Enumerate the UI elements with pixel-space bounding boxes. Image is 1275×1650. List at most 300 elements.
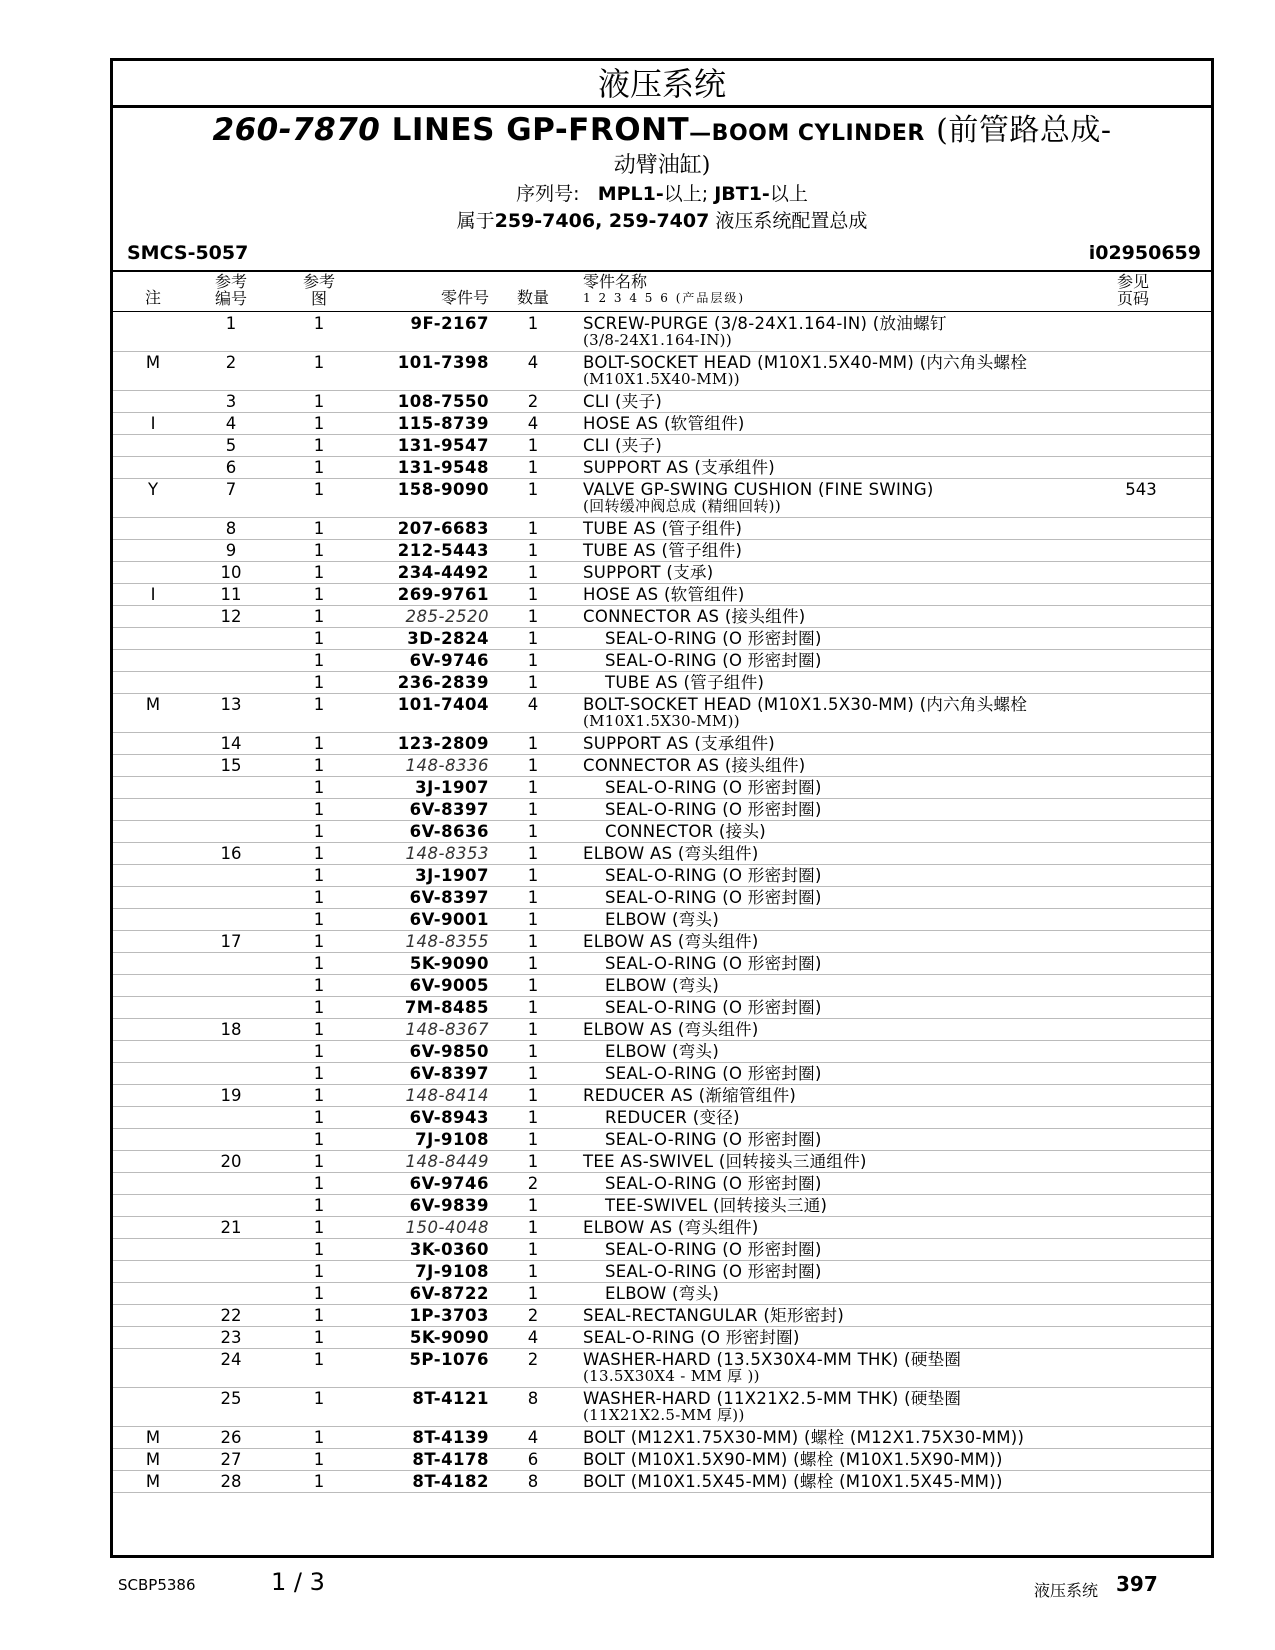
quantity-cell: 1 xyxy=(489,1217,577,1239)
quantity-cell: 4 xyxy=(489,694,577,733)
quantity-cell: 1 xyxy=(489,540,577,562)
figure-cell: 1 xyxy=(269,887,369,909)
part-name-cont: (M10X1.5X40-MM)) xyxy=(583,370,740,388)
section-title: 液压系统 xyxy=(113,61,1211,108)
header-see-page xyxy=(1073,273,1193,307)
note-cell xyxy=(113,997,193,1019)
see-page-cell xyxy=(1071,457,1211,479)
part-name-cell xyxy=(577,1471,1071,1493)
part-name: BOLT-SOCKET HEAD (M10X1.5X30-MM) (内六角头螺栓 xyxy=(583,695,1028,714)
part-name: BOLT (M10X1.5X45-MM) (螺栓 (M10X1.5X45-MM)) xyxy=(583,1472,1003,1491)
ref-number-cell: 13 xyxy=(193,694,269,733)
quantity-cell: 1 xyxy=(489,457,577,479)
figure-cell: 1 xyxy=(269,799,369,821)
part-name-cont: (回转缓冲阀总成 (精细回转)) xyxy=(583,497,781,515)
part-name-cell xyxy=(577,843,1071,865)
ref-number-cell: 22 xyxy=(193,1305,269,1327)
see-page-cell xyxy=(1071,606,1211,628)
figure-cell: 1 xyxy=(269,694,369,733)
quantity-cell: 1 xyxy=(489,435,577,457)
table-row xyxy=(113,843,1211,865)
part-of-prefix: 属于 xyxy=(456,210,495,232)
part-number-cell: 101-7398 xyxy=(369,352,489,391)
figure-cell: 1 xyxy=(269,733,369,755)
ref-number-cell: 10 xyxy=(193,562,269,584)
note-cell xyxy=(113,672,193,694)
figure-cell: 1 xyxy=(269,1305,369,1327)
part-name-cell xyxy=(577,733,1071,755)
part-name-cell xyxy=(577,1107,1071,1129)
ref-number-cell: 9 xyxy=(193,540,269,562)
table-row xyxy=(113,413,1211,435)
ref-number-cell: 1 xyxy=(193,313,269,352)
table-row xyxy=(113,865,1211,887)
quantity-cell: 4 xyxy=(489,1427,577,1449)
part-number-cell: 131-9547 xyxy=(369,435,489,457)
table-row xyxy=(113,650,1211,672)
part-name-cell xyxy=(577,694,1071,733)
quantity-cell: 1 xyxy=(489,931,577,953)
see-page-cell xyxy=(1071,435,1211,457)
see-page-cell xyxy=(1071,1388,1211,1427)
figure-cell: 1 xyxy=(269,1349,369,1388)
figure-cell: 1 xyxy=(269,1449,369,1471)
ref-number-cell: 3 xyxy=(193,391,269,413)
part-name-cell xyxy=(577,391,1071,413)
part-name: TUBE AS (管子组件) xyxy=(605,673,765,692)
part-name: SEAL-O-RING (O 形密封圈) xyxy=(583,1328,800,1347)
table-row xyxy=(113,821,1211,843)
part-name-cell xyxy=(577,1239,1071,1261)
figure-cell: 1 xyxy=(269,479,369,518)
part-number-cell: 6V-9746 xyxy=(369,1173,489,1195)
see-page-cell xyxy=(1071,1173,1211,1195)
part-name: CONNECTOR AS (接头组件) xyxy=(583,756,806,775)
part-number-cell: 6V-9005 xyxy=(369,975,489,997)
group-name-cn: (前管路总成- xyxy=(936,113,1112,148)
see-page-cell xyxy=(1071,1217,1211,1239)
table-row xyxy=(113,1305,1211,1327)
part-number-cell: 148-8353 xyxy=(369,843,489,865)
ref-number-cell: 28 xyxy=(193,1471,269,1493)
table-row xyxy=(113,1388,1211,1427)
part-number-cell: 148-8414 xyxy=(369,1085,489,1107)
figure-cell: 1 xyxy=(269,435,369,457)
figure-cell: 1 xyxy=(269,1107,369,1129)
part-number-cell: 6V-8397 xyxy=(369,799,489,821)
part-name-cell xyxy=(577,1085,1071,1107)
part-name-cell xyxy=(577,865,1071,887)
note-cell xyxy=(113,606,193,628)
ref-number-cell xyxy=(193,777,269,799)
table-row xyxy=(113,1427,1211,1449)
part-number-cell: 212-5443 xyxy=(369,540,489,562)
part-name: SEAL-O-RING (O 形密封圈) xyxy=(605,778,822,797)
note-cell xyxy=(113,843,193,865)
part-name: SEAL-O-RING (O 形密封圈) xyxy=(605,1174,822,1193)
note-cell xyxy=(113,733,193,755)
quantity-cell: 2 xyxy=(489,391,577,413)
group-part-number: 260-7870 xyxy=(212,112,381,148)
quantity-cell: 1 xyxy=(489,777,577,799)
see-page-cell xyxy=(1071,540,1211,562)
figure-cell: 1 xyxy=(269,606,369,628)
part-number-cell: 131-9548 xyxy=(369,457,489,479)
note-cell: Y xyxy=(113,479,193,518)
part-number-cell: 3J-1907 xyxy=(369,865,489,887)
part-name: SEAL-O-RING (O 形密封圈) xyxy=(605,998,822,1017)
figure-cell: 1 xyxy=(269,1217,369,1239)
part-number-cell: 269-9761 xyxy=(369,584,489,606)
quantity-cell: 1 xyxy=(489,1063,577,1085)
header-ref xyxy=(193,273,269,307)
note-cell xyxy=(113,799,193,821)
part-name: HOSE AS (软管组件) xyxy=(583,585,745,604)
table-row xyxy=(113,672,1211,694)
note-cell xyxy=(113,1151,193,1173)
part-name: CONNECTOR (接头) xyxy=(605,822,766,841)
part-name-cont: (M10X1.5X30-MM)) xyxy=(583,712,740,730)
see-page-cell xyxy=(1071,931,1211,953)
see-page-cell xyxy=(1071,953,1211,975)
note-cell xyxy=(113,1349,193,1388)
quantity-cell: 1 xyxy=(489,479,577,518)
part-name-cell xyxy=(577,1217,1071,1239)
ref-number-cell: 11 xyxy=(193,584,269,606)
note-cell xyxy=(113,975,193,997)
ref-number-cell xyxy=(193,887,269,909)
part-name-cell xyxy=(577,540,1071,562)
figure-cell: 1 xyxy=(269,909,369,931)
part-name-cell xyxy=(577,1195,1071,1217)
serial-prefix-2: JBT1- xyxy=(714,183,770,205)
part-number-cell: 6V-8397 xyxy=(369,887,489,909)
part-name: SEAL-O-RING (O 形密封圈) xyxy=(605,629,822,648)
quantity-cell: 8 xyxy=(489,1471,577,1493)
serial-text-2: 以上 xyxy=(769,183,808,205)
ref-number-cell: 15 xyxy=(193,755,269,777)
note-cell xyxy=(113,1305,193,1327)
part-number-cell: 6V-9839 xyxy=(369,1195,489,1217)
part-name: BOLT-SOCKET HEAD (M10X1.5X40-MM) (内六角头螺栓 xyxy=(583,353,1028,372)
see-page-cell xyxy=(1071,799,1211,821)
ref-number-cell xyxy=(193,628,269,650)
part-number-cell: 101-7404 xyxy=(369,694,489,733)
note-cell xyxy=(113,1239,193,1261)
quantity-cell: 1 xyxy=(489,1107,577,1129)
figure-cell: 1 xyxy=(269,1427,369,1449)
part-name-cell xyxy=(577,997,1071,1019)
part-number-cell: 5P-1076 xyxy=(369,1349,489,1388)
part-number-cell: 1P-3703 xyxy=(369,1305,489,1327)
part-number-cell: 148-8449 xyxy=(369,1151,489,1173)
group-title xyxy=(113,111,1211,153)
ref-number-cell: 5 xyxy=(193,435,269,457)
note-cell xyxy=(113,457,193,479)
part-name: SUPPORT AS (支承组件) xyxy=(583,458,776,477)
ref-number-cell: 12 xyxy=(193,606,269,628)
part-name-cell xyxy=(577,1327,1071,1349)
ref-number-cell: 20 xyxy=(193,1151,269,1173)
page-number: 397 xyxy=(1116,1572,1158,1596)
quantity-cell: 1 xyxy=(489,821,577,843)
figure-cell: 1 xyxy=(269,777,369,799)
table-row xyxy=(113,909,1211,931)
see-page-cell xyxy=(1071,1305,1211,1327)
part-name: ELBOW (弯头) xyxy=(605,910,720,929)
quantity-cell: 1 xyxy=(489,606,577,628)
quantity-cell: 1 xyxy=(489,865,577,887)
quantity-cell: 1 xyxy=(489,313,577,352)
note-cell xyxy=(113,1019,193,1041)
table-row xyxy=(113,1327,1211,1349)
quantity-cell: 1 xyxy=(489,1129,577,1151)
ref-number-cell xyxy=(193,1195,269,1217)
part-name-cell xyxy=(577,628,1071,650)
quantity-cell: 1 xyxy=(489,672,577,694)
part-name-cont: (13.5X30X4 - MM 厚 )) xyxy=(583,1367,760,1385)
part-name-cell xyxy=(577,1283,1071,1305)
ref-number-cell: 8 xyxy=(193,518,269,540)
note-cell xyxy=(113,1327,193,1349)
see-page-cell xyxy=(1071,562,1211,584)
part-name-cell xyxy=(577,413,1071,435)
note-cell xyxy=(113,1283,193,1305)
part-number-cell: 207-6683 xyxy=(369,518,489,540)
part-name-cell xyxy=(577,777,1071,799)
part-name: SEAL-O-RING (O 形密封圈) xyxy=(605,651,822,670)
part-number-cell: 148-8336 xyxy=(369,755,489,777)
part-number-cell: 285-2520 xyxy=(369,606,489,628)
see-page-cell xyxy=(1071,413,1211,435)
part-number-cell: 108-7550 xyxy=(369,391,489,413)
page-of: 1 / 3 xyxy=(271,1568,325,1596)
table-row xyxy=(113,799,1211,821)
part-name: WASHER-HARD (13.5X30X4-MM THK) (硬垫圈 xyxy=(583,1350,962,1369)
see-page-cell xyxy=(1071,777,1211,799)
part-name: ELBOW (弯头) xyxy=(605,1042,720,1061)
see-page-cell xyxy=(1071,1041,1211,1063)
note-cell xyxy=(113,1129,193,1151)
part-name: WASHER-HARD (11X21X2.5-MM THK) (硬垫圈 xyxy=(583,1389,962,1408)
note-cell: M xyxy=(113,352,193,391)
quantity-cell: 4 xyxy=(489,413,577,435)
part-number-cell: 6V-8722 xyxy=(369,1283,489,1305)
figure-cell: 1 xyxy=(269,1041,369,1063)
part-number-cell: 7J-9108 xyxy=(369,1261,489,1283)
part-name: BOLT (M10X1.5X90-MM) (螺栓 (M10X1.5X90-MM)) xyxy=(583,1450,1003,1469)
part-number-cell: 3J-1907 xyxy=(369,777,489,799)
ref-number-cell xyxy=(193,975,269,997)
quantity-cell: 1 xyxy=(489,975,577,997)
part-name-cell xyxy=(577,1019,1071,1041)
part-name-cell xyxy=(577,650,1071,672)
part-name-cell xyxy=(577,457,1071,479)
see-page-cell xyxy=(1071,1283,1211,1305)
see-page-cell xyxy=(1071,1107,1211,1129)
part-number-cell: 6V-9746 xyxy=(369,650,489,672)
quantity-cell: 8 xyxy=(489,1388,577,1427)
note-cell: M xyxy=(113,694,193,733)
figure-cell: 1 xyxy=(269,931,369,953)
header-see-1: 参见 xyxy=(1116,272,1149,291)
note-cell xyxy=(113,313,193,352)
note-cell xyxy=(113,821,193,843)
note-cell xyxy=(113,1217,193,1239)
table-row xyxy=(113,997,1211,1019)
table-row xyxy=(113,562,1211,584)
see-page-cell xyxy=(1071,352,1211,391)
see-page-cell xyxy=(1071,672,1211,694)
note-cell xyxy=(113,1063,193,1085)
quantity-cell: 2 xyxy=(489,1305,577,1327)
part-name: ELBOW (弯头) xyxy=(605,1284,720,1303)
part-number-cell: 5K-9090 xyxy=(369,1327,489,1349)
quantity-cell: 1 xyxy=(489,518,577,540)
ref-number-cell xyxy=(193,1129,269,1151)
part-number-cell: 6V-8943 xyxy=(369,1107,489,1129)
part-name-cell xyxy=(577,672,1071,694)
ref-number-cell xyxy=(193,1063,269,1085)
smcs-code: SMCS-5057 xyxy=(127,242,249,264)
ref-number-cell xyxy=(193,909,269,931)
part-name: SUPPORT (支承) xyxy=(583,563,714,582)
part-number-cell: 8T-4139 xyxy=(369,1427,489,1449)
part-number-cell: 8T-4182 xyxy=(369,1471,489,1493)
quantity-cell: 1 xyxy=(489,1283,577,1305)
part-name: ELBOW (弯头) xyxy=(605,976,720,995)
part-number-cell: 8T-4178 xyxy=(369,1449,489,1471)
part-name: REDUCER AS (渐缩管组件) xyxy=(583,1086,797,1105)
part-name: BOLT (M12X1.75X30-MM) (螺栓 (M12X1.75X30-MM)) xyxy=(583,1428,1025,1447)
part-name-cell xyxy=(577,518,1071,540)
table-row xyxy=(113,975,1211,997)
figure-cell: 1 xyxy=(269,457,369,479)
figure-cell: 1 xyxy=(269,1388,369,1427)
see-page-cell xyxy=(1071,865,1211,887)
page-frame xyxy=(110,58,1214,1558)
note-cell xyxy=(113,1261,193,1283)
note-cell: I xyxy=(113,584,193,606)
table-row xyxy=(113,1349,1211,1388)
table-row xyxy=(113,1195,1211,1217)
see-page-cell xyxy=(1071,1195,1211,1217)
table-row xyxy=(113,518,1211,540)
see-page-cell xyxy=(1071,1085,1211,1107)
table-row xyxy=(113,352,1211,391)
part-name-cell xyxy=(577,1173,1071,1195)
table-row xyxy=(113,1085,1211,1107)
part-name: HOSE AS (软管组件) xyxy=(583,414,745,433)
ref-number-cell: 2 xyxy=(193,352,269,391)
figure-cell: 1 xyxy=(269,1151,369,1173)
figure-cell: 1 xyxy=(269,821,369,843)
quantity-cell: 1 xyxy=(489,1019,577,1041)
table-row xyxy=(113,391,1211,413)
part-name-cell xyxy=(577,1129,1071,1151)
part-name: CONNECTOR AS (接头组件) xyxy=(583,607,806,626)
part-name-cell xyxy=(577,313,1071,352)
group-name-en-suffix: —BOOM CYLINDER xyxy=(689,121,925,146)
table-row xyxy=(113,953,1211,975)
serial-text-1: 以上; xyxy=(663,183,709,205)
figure-cell: 1 xyxy=(269,672,369,694)
see-page-cell xyxy=(1071,755,1211,777)
see-page-cell xyxy=(1071,909,1211,931)
table-row xyxy=(113,584,1211,606)
table-row xyxy=(113,1471,1211,1493)
part-name-cont: (3/8-24X1.164-IN)) xyxy=(583,331,732,349)
group-name-en: LINES GP-FRONT xyxy=(380,112,690,148)
note-cell xyxy=(113,909,193,931)
header-fig xyxy=(269,273,369,307)
serial-range xyxy=(113,181,1211,207)
note-cell xyxy=(113,1173,193,1195)
quantity-cell: 1 xyxy=(489,733,577,755)
figure-cell: 1 xyxy=(269,413,369,435)
part-number-cell: 123-2809 xyxy=(369,733,489,755)
document-header xyxy=(113,111,1211,235)
part-name: REDUCER (变径) xyxy=(605,1108,740,1127)
quantity-cell: 1 xyxy=(489,1195,577,1217)
ref-number-cell: 18 xyxy=(193,1019,269,1041)
see-page-cell xyxy=(1071,1471,1211,1493)
see-page-cell xyxy=(1071,997,1211,1019)
note-cell xyxy=(113,518,193,540)
part-name: SEAL-O-RING (O 形密封圈) xyxy=(605,954,822,973)
figure-cell: 1 xyxy=(269,313,369,352)
quantity-cell: 1 xyxy=(489,799,577,821)
ref-number-cell xyxy=(193,821,269,843)
figure-cell: 1 xyxy=(269,953,369,975)
header-note: 注 xyxy=(144,288,161,307)
ref-number-cell: 4 xyxy=(193,413,269,435)
figure-cell: 1 xyxy=(269,1471,369,1493)
part-number-cell: 3D-2824 xyxy=(369,628,489,650)
table-row xyxy=(113,540,1211,562)
header-see-2: 页码 xyxy=(1116,289,1149,308)
note-cell xyxy=(113,1085,193,1107)
part-name: SEAL-O-RING (O 形密封圈) xyxy=(605,1064,822,1083)
part-name: ELBOW AS (弯头组件) xyxy=(583,932,759,951)
ref-number-cell xyxy=(193,997,269,1019)
quantity-cell: 1 xyxy=(489,1151,577,1173)
quantity-cell: 4 xyxy=(489,1327,577,1349)
part-name: ELBOW AS (弯头组件) xyxy=(583,1020,759,1039)
part-number-cell: 236-2839 xyxy=(369,672,489,694)
header-fig-1: 参考 xyxy=(302,272,335,291)
quantity-cell: 1 xyxy=(489,562,577,584)
quantity-cell: 1 xyxy=(489,584,577,606)
note-cell: M xyxy=(113,1449,193,1471)
serial-label: 序列号: xyxy=(516,183,580,205)
note-cell xyxy=(113,755,193,777)
part-name-cell xyxy=(577,1305,1071,1327)
part-number-cell: 9F-2167 xyxy=(369,313,489,352)
figure-cell: 1 xyxy=(269,562,369,584)
part-name-cell xyxy=(577,1449,1071,1471)
see-page-cell xyxy=(1071,391,1211,413)
part-number-cell: 6V-8397 xyxy=(369,1063,489,1085)
ref-number-cell xyxy=(193,799,269,821)
part-name-cell xyxy=(577,975,1071,997)
header-fig-2: 图 xyxy=(310,289,327,308)
table-row xyxy=(113,1449,1211,1471)
note-cell xyxy=(113,777,193,799)
ref-number-cell xyxy=(193,1173,269,1195)
figure-cell: 1 xyxy=(269,1239,369,1261)
see-page-cell xyxy=(1071,1427,1211,1449)
